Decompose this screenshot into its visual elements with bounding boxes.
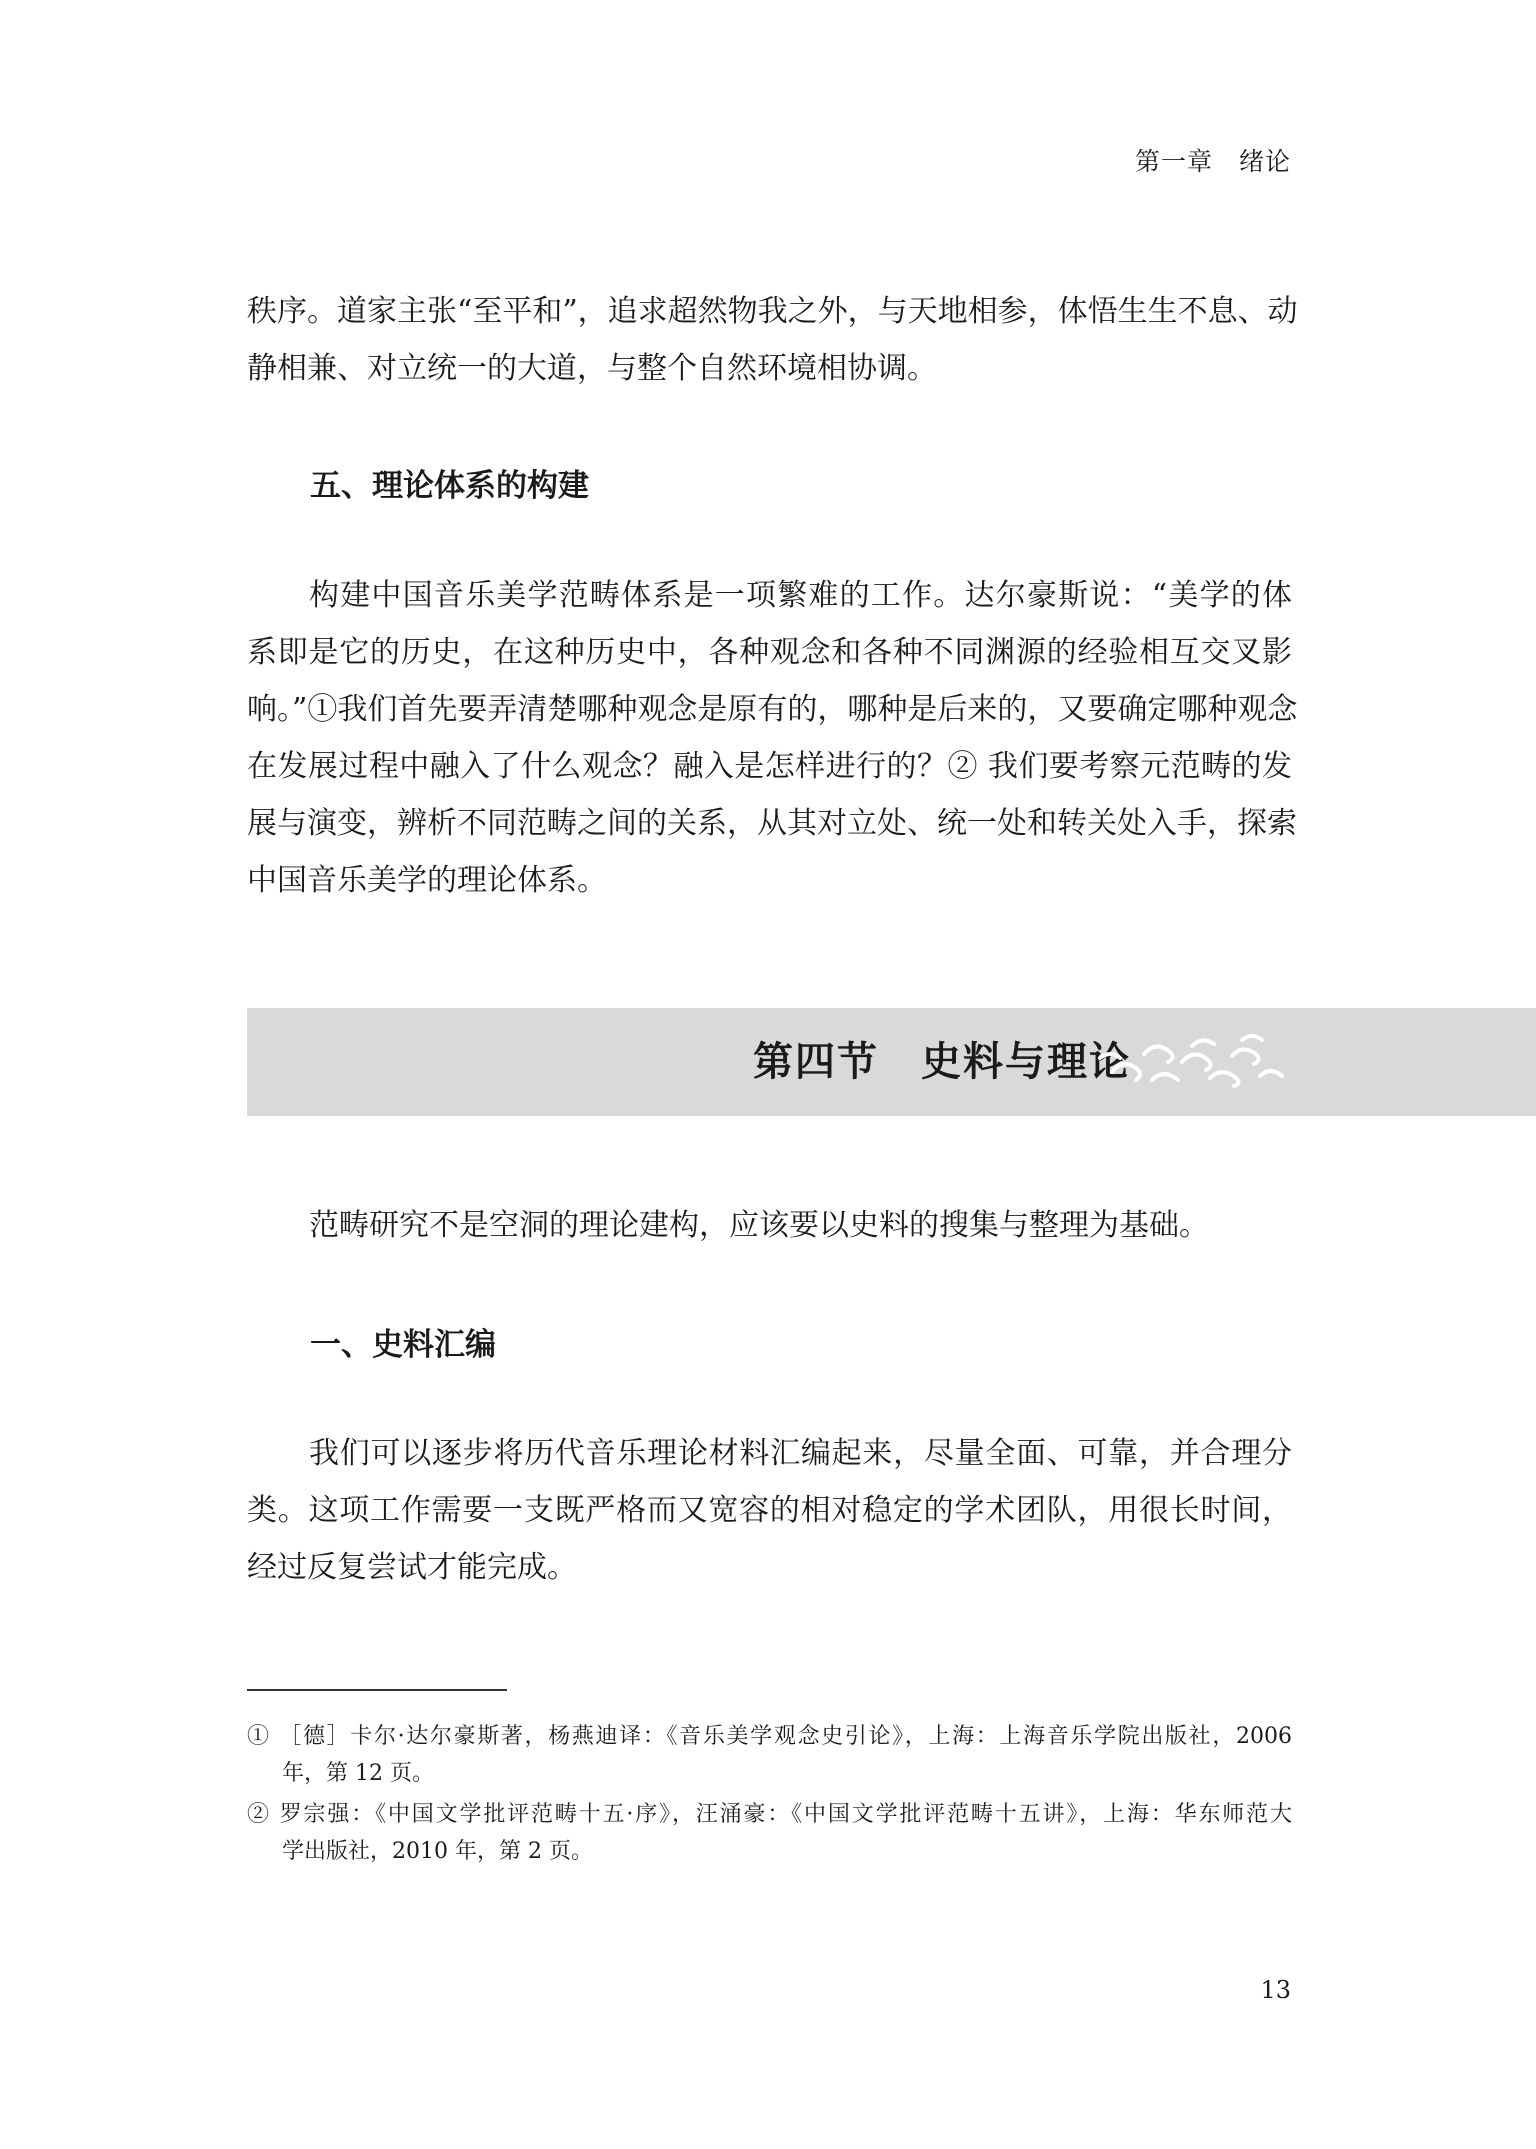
footnote-1	[247, 1718, 1292, 1792]
text-line: 我们可以逐步将历代音乐理论材料汇编起来，尽量全面、可靠，并合理分	[309, 1436, 1292, 1471]
footnote-divider	[247, 1689, 507, 1691]
footnote-line: ① ［德］卡尔·达尔豪斯著，杨燕迪译：《音乐美学观念史引论》，上海：上海音乐学院出版社，2006	[247, 1724, 1292, 1749]
cloud-ornament-icon	[1092, 1032, 1292, 1094]
text-line: 在发展过程中融入了什么观念？融入是怎样进行的？② 我们要考察元范畴的发	[247, 749, 1292, 784]
text-line: 经过反复尝试才能完成。	[247, 1550, 577, 1585]
footnote-line: 学出版社，2010 年，第 2 页。	[282, 1839, 593, 1864]
text-line: 秩序。道家主张“至平和”，追求超然物我之外，与天地相参，体悟生生不息、动	[247, 294, 1298, 329]
text-line: 展与演变，辨析不同范畴之间的关系，从其对立处、统一处和转关处入手，探索	[247, 806, 1297, 841]
section-title: 第四节 史料与理论	[753, 1038, 1131, 1085]
top-paragraph	[247, 283, 1298, 397]
text-line: 范畴研究不是空洞的理论建构，应该要以史料的搜集与整理为基础。	[309, 1208, 1209, 1243]
section-banner	[247, 1008, 1536, 1116]
footnote-2	[247, 1796, 1292, 1870]
text-line: 中国音乐美学的理论体系。	[247, 863, 607, 898]
text-line: 响。”①我们首先要弄清楚哪种观念是原有的，哪种是后来的，又要确定哪种观念	[247, 692, 1298, 727]
subheading-historical-compilation: 一、史料汇编	[310, 1327, 496, 1363]
footnote-line: 年，第 12 页。	[282, 1761, 434, 1786]
footnote-line: ② 罗宗强：《中国文学批评范畴十五·序》，汪涌豪：《中国文学批评范畴十五讲》，上海：华东师范大	[247, 1802, 1292, 1827]
text-line: 构建中国音乐美学范畴体系是一项繁难的工作。达尔豪斯说：“美学的体	[309, 578, 1292, 613]
text-line: 系即是它的历史，在这种历史中，各种观念和各种不同渊源的经验相互交叉影	[247, 635, 1292, 670]
page-number: 13	[1260, 1976, 1291, 2004]
text-line: 类。这项工作需要一支既严格而又宽容的相对稳定的学术团队，用很长时间，	[247, 1493, 1292, 1528]
intro-paragraph	[247, 1197, 1292, 1254]
subheading-theory-system: 五、理论体系的构建	[310, 468, 589, 504]
paragraph-historical-compilation	[247, 1425, 1292, 1596]
text-line: 静相兼、对立统一的大道，与整个自然环境相协调。	[247, 351, 937, 386]
running-header: 第一章 绪论	[1134, 147, 1291, 176]
paragraph-theory-system	[247, 567, 1298, 909]
